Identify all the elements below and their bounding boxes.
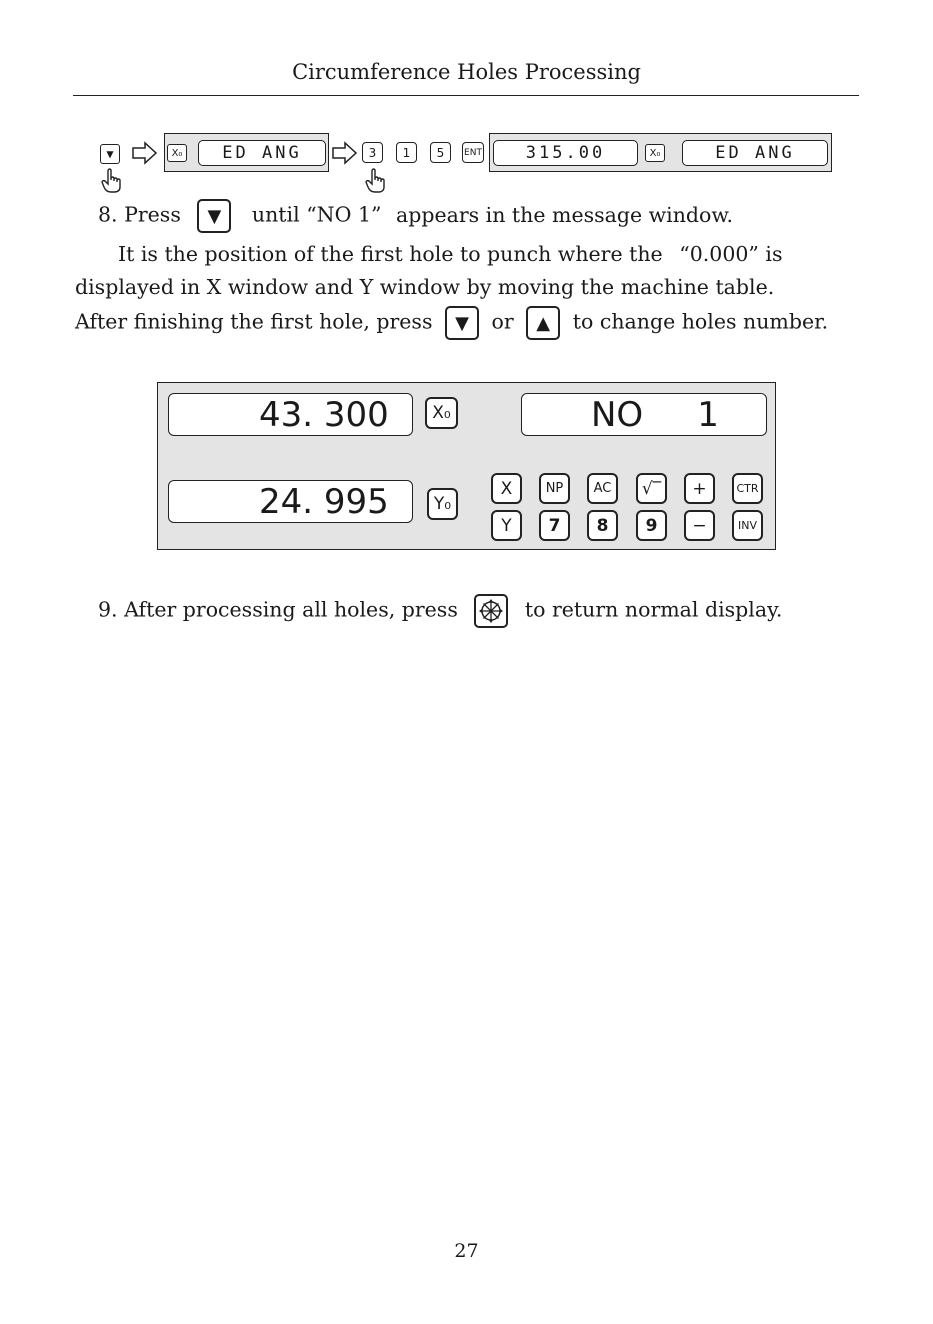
paragraph-text: is [765, 242, 783, 266]
step-8-middle: until [251, 202, 300, 227]
step-8-prefix: 8. Press [98, 202, 181, 227]
step-8-line [98, 199, 733, 233]
ctr-key[interactable]: CTR [732, 473, 763, 504]
paragraph-line-1 [118, 242, 783, 266]
pointing-hand-icon [100, 168, 124, 194]
right-arrow-icon [332, 141, 358, 165]
digit-key-9[interactable]: 9 [636, 510, 667, 541]
page-title: Circumference Holes Processing [292, 60, 641, 84]
sqrt-key[interactable]: √‾ [636, 473, 667, 504]
x-key[interactable]: X [491, 473, 522, 504]
digit-key-1[interactable]: 1 [396, 142, 417, 163]
page-number: 27 [454, 1240, 479, 1262]
y-zero-key[interactable]: Y₀ [427, 488, 458, 520]
inv-key[interactable]: INV [732, 510, 763, 541]
pointing-hand-icon [364, 168, 388, 194]
down-key[interactable] [100, 144, 120, 164]
right-arrow-icon [132, 141, 158, 165]
ed-ang-display: ED ANG [198, 140, 326, 166]
quoted-value: “0.000” [679, 242, 759, 266]
paragraph-text: It is the position of the first hole to punch where the [118, 242, 663, 266]
y-axis-display [168, 480, 413, 523]
x-axis-value: 43. 300 [259, 395, 389, 435]
digit-key-3[interactable]: 3 [362, 142, 383, 163]
ac-key[interactable]: AC [587, 473, 618, 504]
digit-key-7[interactable]: 7 [539, 510, 570, 541]
step-8-quoted: “NO 1” [306, 202, 382, 227]
enter-key[interactable]: ENT [462, 142, 484, 163]
paragraph-line-2: displayed in X window and Y window by moving the machine table. [75, 275, 775, 299]
x-zero-key[interactable]: X₀ [425, 397, 458, 429]
paragraph-text: or [491, 309, 514, 334]
step-9-prefix: 9. After processing all holes, press [98, 597, 458, 622]
message-display [521, 393, 767, 436]
x-axis-display [168, 393, 413, 436]
step-9-line [98, 594, 782, 628]
x-zero-key[interactable]: X₀ [167, 144, 187, 162]
value-display: 315.00 [493, 140, 638, 166]
down-arrow-icon: ▼ [207, 205, 222, 227]
header-rule [73, 95, 859, 96]
down-key[interactable] [445, 306, 479, 340]
np-key[interactable]: NP [539, 473, 570, 504]
step-9-suffix: to return normal display. [524, 597, 783, 622]
message-text: NO 1 [591, 395, 719, 435]
plus-key[interactable]: + [684, 473, 715, 504]
paragraph-line-3 [75, 306, 828, 340]
minus-key[interactable]: − [684, 510, 715, 541]
down-key[interactable] [197, 199, 231, 233]
x-zero-key[interactable]: X₀ [645, 144, 665, 162]
ed-ang-display: ED ANG [682, 140, 828, 166]
digit-key-8[interactable]: 8 [587, 510, 618, 541]
return-normal-display-key[interactable] [474, 594, 508, 628]
paragraph-text: After finishing the first hole, press [75, 309, 433, 334]
y-axis-value: 24. 995 [259, 482, 389, 522]
y-key[interactable]: Y [491, 510, 522, 541]
digit-key-5[interactable]: 5 [430, 142, 451, 163]
down-arrow-icon: ▼ [455, 312, 469, 334]
paragraph-text: to change holes number. [572, 309, 829, 334]
up-arrow-icon: ▲ [536, 312, 551, 334]
down-arrow-icon: ▼ [106, 147, 114, 161]
up-key[interactable] [526, 306, 560, 340]
return-normal-display-icon [478, 598, 504, 624]
step-8-suffix: appears in the message window. [396, 202, 734, 227]
